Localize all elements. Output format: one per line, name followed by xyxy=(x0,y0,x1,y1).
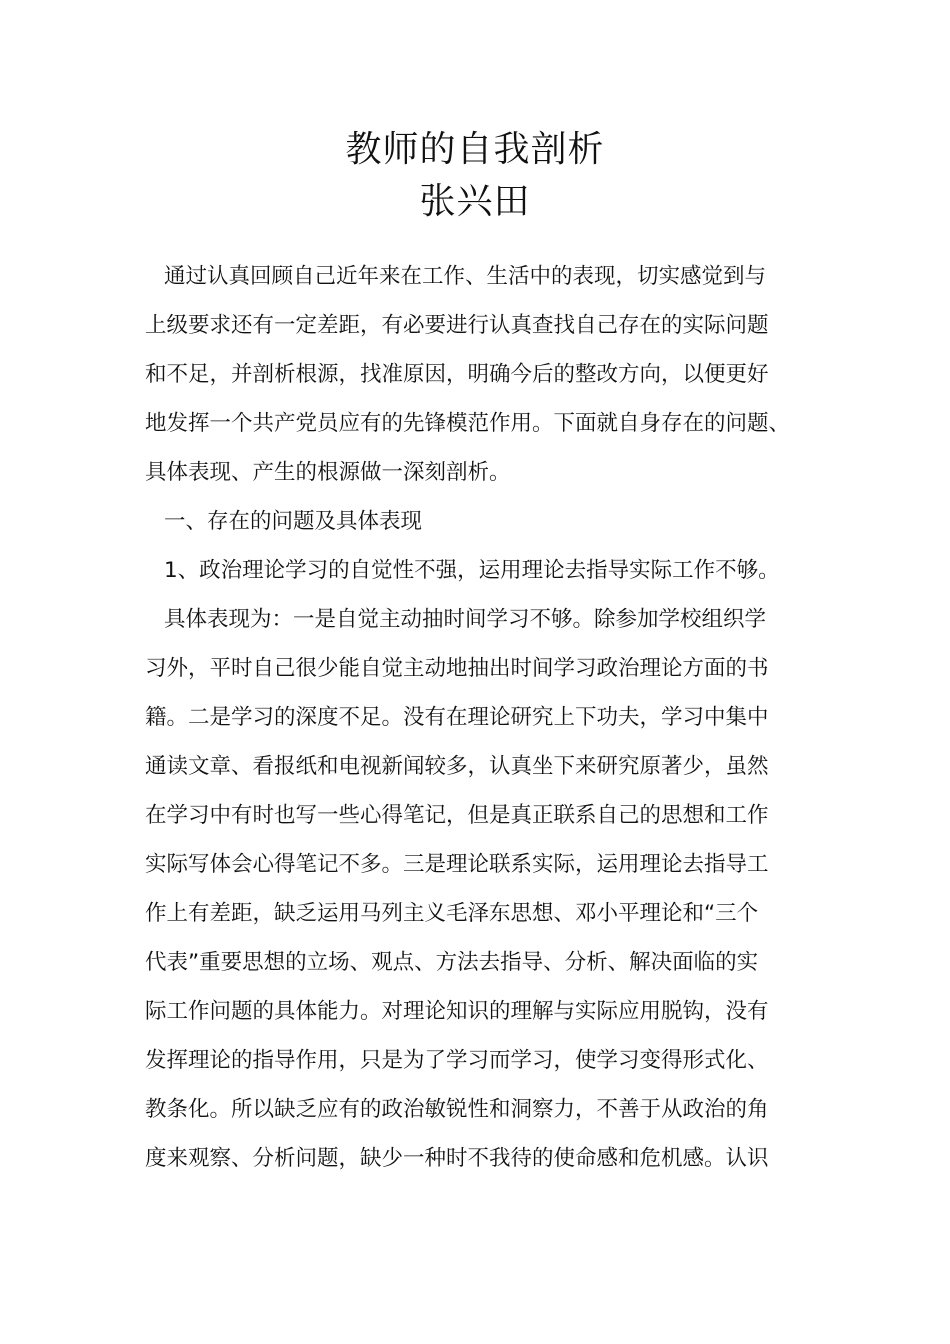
body-line: 教条化。所以缺乏应有的政治敏锐性和洞察力，不善于从政治的角 xyxy=(145,1097,769,1122)
document-author: 张兴田 xyxy=(419,181,531,222)
body-line: 在学习中有时也写一些心得笔记，但是真正联系自己的思想和工作 xyxy=(145,803,769,828)
body-line: 籍。二是学习的深度不足。没有在理论研究上下功夫，学习中集中 xyxy=(145,705,769,730)
body-line: 代表”重要思想的立场、观点、方法去指导、分析、解决面临的实 xyxy=(145,950,759,975)
body-line: 际工作问题的具体能力。对理论知识的理解与实际应用脱钩，没有 xyxy=(145,999,769,1024)
body-line: 具体表现、产生的根源做一深刻剖析。 xyxy=(145,460,511,485)
body-line: 通读文章、看报纸和电视新闻较多，认真坐下来研究原著少，虽然 xyxy=(145,754,769,779)
body-line: 上级要求还有一定差距，有必要进行认真查找自己存在的实际问题 xyxy=(145,313,769,338)
body-line: 发挥理论的指导作用，只是为了学习而学习，使学习变得形式化、 xyxy=(145,1048,769,1073)
body-line: 作上有差距，缺乏运用马列主义毛泽东思想、邓小平理论和“三个 xyxy=(145,901,759,926)
subsection-heading: 1、政治理论学习的自觉性不强，运用理论去指导实际工作不够。 xyxy=(164,558,780,583)
body-line: 实际写体会心得笔记不多。三是理论联系实际，运用理论去指导工 xyxy=(145,852,769,877)
section-heading: 一、存在的问题及具体表现 xyxy=(164,509,423,534)
body-line: 和不足，并剖析根源，找准原因，明确今后的整改方向，以便更好 xyxy=(145,362,769,387)
body-line: 地发挥一个共产党员应有的先锋模范作用。下面就自身存在的问题、 xyxy=(145,411,791,436)
document-title: 教师的自我剖析 xyxy=(345,129,605,170)
body-line: 度来观察、分析问题，缺少一种时不我待的使命感和危机感。认识 xyxy=(145,1146,769,1171)
body-line: 具体表现为：一是自觉主动抽时间学习不够。除参加学校组织学 xyxy=(164,607,767,632)
body-line: 习外，平时自己很少能自觉主动地抽出时间学习政治理论方面的书 xyxy=(145,656,769,681)
body-line: 通过认真回顾自己近年来在工作、生活中的表现，切实感觉到与 xyxy=(164,264,767,289)
